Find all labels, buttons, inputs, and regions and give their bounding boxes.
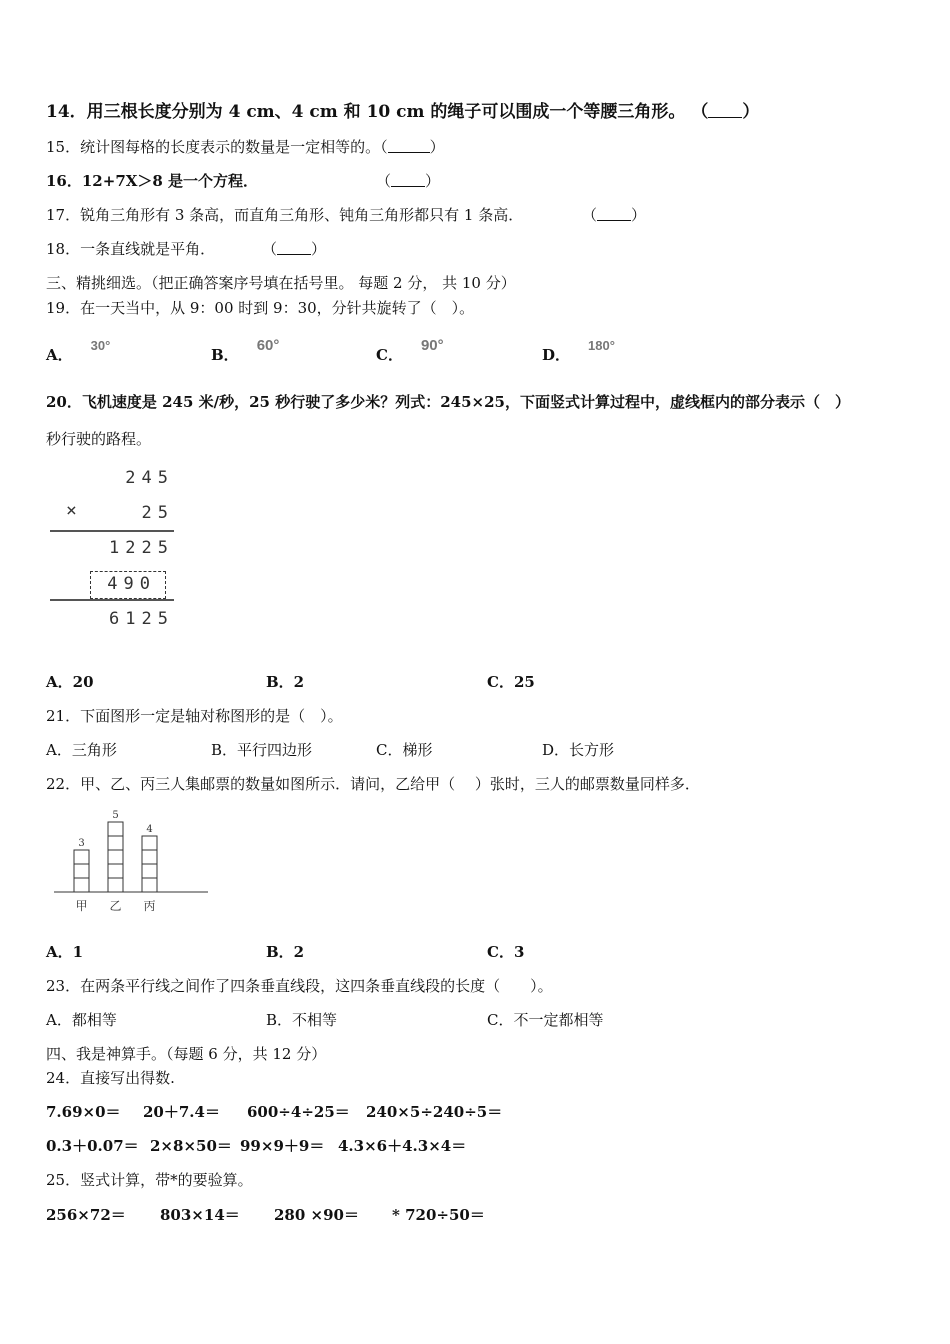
q25-expr[interactable]: 256×72＝ (46, 1206, 126, 1224)
answer-blank[interactable] (597, 206, 631, 221)
category-label: 丙 (143, 899, 156, 913)
question-25: 25．竖式计算，带*的要验算。 (46, 1171, 253, 1189)
section-4-heading: 四、我是神算手。（每题 6 分，共 12 分） (46, 1045, 327, 1063)
data-label: 5 (112, 810, 119, 821)
vm-multiplier: 25 (141, 503, 174, 523)
answer-blank[interactable] (277, 240, 311, 255)
answer-blank[interactable] (388, 138, 430, 153)
question-16 (46, 171, 258, 191)
question-15: 15．统计图每格的长度表示的数量是一定相等的。（ ） (46, 138, 445, 156)
q20-option-c[interactable]: C．25 (487, 673, 535, 691)
question-15-text: 15．统计图每格的长度表示的数量是一定相等的。（ (46, 138, 388, 156)
question-17-text: 17．锐角三角形有 3 条高，而直角三角形、钝角三角形都只有 1 条高． (46, 206, 524, 224)
q22-option-a[interactable]: A．1 (46, 943, 84, 961)
q22-option-c[interactable]: C．3 (487, 943, 525, 961)
q23-option-a[interactable]: A．都相等 (46, 1011, 117, 1029)
q24-expr[interactable]: 240×5÷240÷5＝ (366, 1103, 503, 1121)
bar-cell-丙 (142, 864, 157, 878)
question-18 (46, 239, 215, 259)
question-18-text: 18．一条直线就是平角． (46, 240, 216, 258)
question-23: 23．在两条平行线之间作了四条垂直线段，这四条垂直线段的长度（ ）。 (46, 977, 553, 995)
data-label: 4 (146, 824, 153, 835)
question-19: 19．在一天当中，从 9：00 时到 9：30，分针共旋转了（ ）。 (46, 299, 475, 317)
vm-rule-1 (50, 530, 174, 532)
q21-option-b[interactable]: B．平行四边形 (211, 741, 313, 759)
q23-option-c[interactable]: C．不一定都相等 (487, 1011, 604, 1029)
vm-partial-2: 490 (107, 574, 156, 594)
q24-expr[interactable]: 600÷4÷25＝ (247, 1103, 350, 1121)
question-17-answer: （ ） (582, 206, 647, 224)
q24-expr[interactable]: 2×8×50＝ (150, 1137, 232, 1155)
question-14: 14．用三根长度分别为 4 cm、4 cm 和 10 cm 的绳子可以围成一个等腰三角形。 （ ） (46, 102, 760, 122)
q25-expr[interactable]: 280 ×90＝ (274, 1206, 359, 1224)
bar-cell-乙 (108, 822, 123, 836)
q25-expr[interactable]: * 720÷50＝ (392, 1206, 485, 1224)
stamp-bar-chart (46, 800, 216, 920)
q24-expr[interactable]: 20＋7.4＝ (143, 1103, 220, 1121)
bar-cell-甲 (74, 850, 89, 864)
bar-cell-乙 (108, 850, 123, 864)
bar-cell-丙 (142, 850, 157, 864)
bar-cell-乙 (108, 878, 123, 892)
q21-option-d[interactable]: D．长方形 (542, 741, 615, 759)
vm-multiplicand: 245 (125, 468, 174, 488)
vm-partial-1: 1225 (109, 538, 174, 558)
answer-blank[interactable] (391, 172, 425, 187)
bar-cell-甲 (74, 878, 89, 892)
data-label: 3 (78, 838, 85, 849)
q21-option-c[interactable]: C．梯形 (376, 741, 433, 759)
q21-option-a[interactable]: A．三角形 (46, 741, 117, 759)
question-14-text: 14．用三根长度分别为 4 cm、4 cm 和 10 cm 的绳子可以围成一个等腰三角形。 （ (46, 102, 709, 122)
question-21: 21．下面图形一定是轴对称图形的是（ ）。 (46, 707, 343, 725)
vertical-multiplication (46, 462, 186, 632)
bar-cell-丙 (142, 836, 157, 850)
q22-option-b[interactable]: B．2 (266, 943, 305, 961)
category-label: 甲 (75, 899, 88, 913)
vm-product: 6125 (109, 609, 174, 629)
q24-expr[interactable]: 7.69×0＝ (46, 1103, 121, 1121)
question-20-line-1: 20．飞机速度是 245 米/秒，25 秒行驶了多少米？列式：245×25，下面竖式计算过程中，虚线框内的部分表示（ ） (46, 393, 850, 411)
q19-option-b[interactable]: B．60° (211, 337, 280, 364)
section-3-heading: 三、精挑细选。（把正确答案序号填在括号里。 每题 2 分， 共 10 分） (46, 274, 516, 292)
q19-option-d[interactable]: D．180° (542, 338, 615, 364)
q24-expr[interactable]: 4.3×6＋4.3×4＝ (338, 1137, 467, 1155)
question-17 (46, 205, 523, 225)
question-22: 22．甲、乙、丙三人集邮票的数量如图所示．请问，乙给甲（ ）张时，三人的邮票数量同样多． (46, 775, 700, 793)
q23-option-b[interactable]: B．不相等 (266, 1011, 338, 1029)
answer-blank[interactable] (708, 103, 742, 118)
bar-cell-乙 (108, 864, 123, 878)
question-16-text: 16．12+7X＞8 是一个方程． (46, 172, 259, 190)
bar-cell-乙 (108, 836, 123, 850)
q20-option-b[interactable]: B．2 (266, 673, 305, 691)
q24-expr[interactable]: 0.3＋0.07＝ (46, 1137, 139, 1155)
q19-option-c[interactable]: C．90° (376, 337, 444, 364)
category-label: 乙 (109, 899, 122, 913)
times-icon: × (66, 500, 77, 521)
q19-option-a[interactable]: A．30° (46, 338, 111, 364)
bar-cell-甲 (74, 864, 89, 878)
question-24: 24．直接写出得数. (46, 1069, 175, 1087)
q20-option-a[interactable]: A．20 (46, 673, 94, 691)
question-16-answer: （ ） (376, 172, 441, 190)
q24-expr[interactable]: 99×9＋9＝ (240, 1137, 325, 1155)
vm-rule-2 (50, 599, 174, 601)
q25-expr[interactable]: 803×14＝ (160, 1206, 240, 1224)
question-20-line-2: 秒行驶的路程。 (46, 430, 152, 448)
question-18-answer: （ ） (262, 240, 327, 258)
bar-cell-丙 (142, 878, 157, 892)
